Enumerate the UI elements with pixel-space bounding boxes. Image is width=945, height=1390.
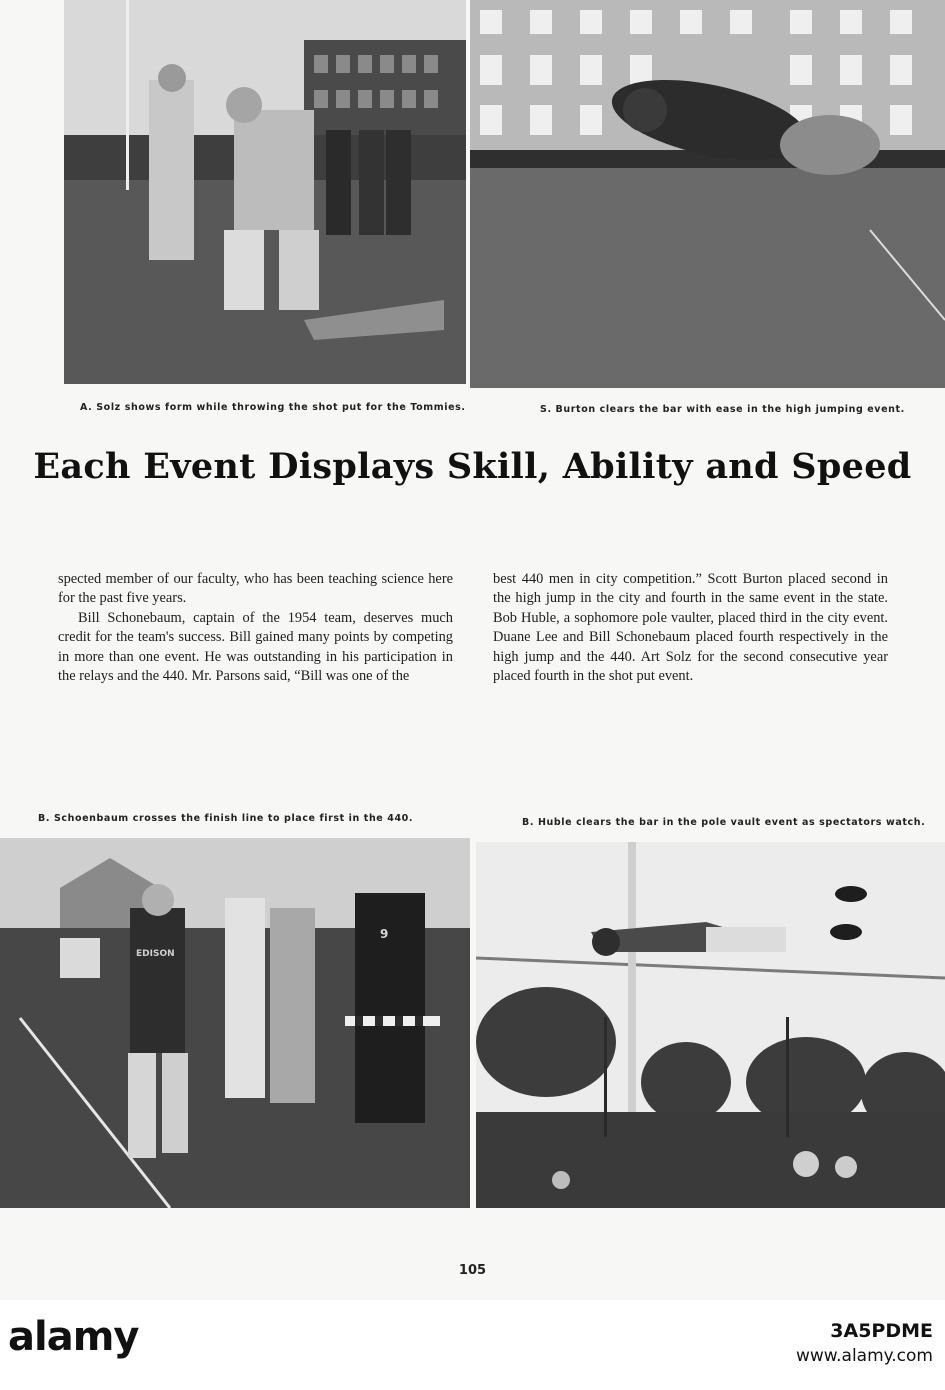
article-paragraph: spected member of our faculty, who has been teaching science here for the past five years.	[58, 571, 453, 607]
pole-vault-photo	[476, 842, 945, 1208]
article-right-column	[493, 570, 888, 686]
caption-pole-vault: B. Huble clears the bar in the pole vault event as spectators watch.	[522, 817, 926, 828]
page-number: 105	[458, 1263, 487, 1278]
site-url: www.alamy.com	[795, 1346, 933, 1366]
shot-put-photo	[64, 0, 466, 384]
high-jump-photo	[470, 0, 945, 388]
caption-high-jump: S. Burton clears the bar with ease in the high jumping event.	[540, 404, 905, 415]
caption-shot-put: A. Solz shows form while throwing the shot put for the Tommies.	[80, 402, 466, 413]
caption-finish-line: B. Schoenbaum crosses the finish line to place first in the 440.	[38, 813, 414, 824]
page-headline: Each Event Displays Skill, Ability and Speed	[33, 446, 912, 487]
article-paragraph: best 440 men in city competition.” Scott Burton placed second in the high jump in the city and fourth in the same event in the state. Bob Huble, a sophomore pole vaulter, placed third in the city event. Duane Lee and Bill Schonebaum placed fourth respectively in the high jump and the 440. Art Solz for the second consecutive year placed fourth in the shot put event.	[493, 571, 888, 685]
image-id: 3A5PDME	[830, 1320, 933, 1342]
jersey-label: EDISON	[136, 949, 175, 959]
spectator-number: 9	[380, 927, 389, 941]
alamy-logo: alamy	[8, 1314, 139, 1360]
banner-info	[796, 1320, 933, 1366]
article-left-column	[58, 570, 453, 686]
article-paragraph: Bill Schonebaum, captain of the 1954 team, deserves much credit for the team's success. Bill gained many points by competing in more than one event. He was outstanding in his participation in the relays and the 440. Mr. Parsons said, “Bill was one of the	[58, 609, 453, 685]
watermark-banner	[0, 1300, 945, 1390]
finish-line-photo	[0, 838, 470, 1208]
